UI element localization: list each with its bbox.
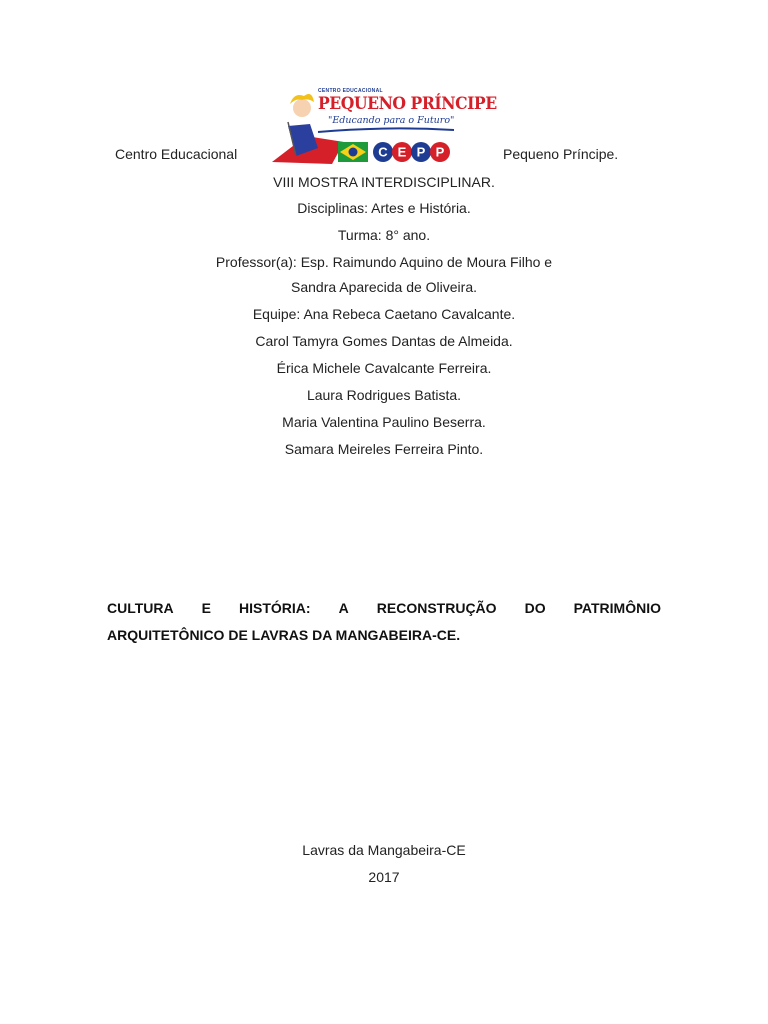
team-member: Érica Michele Cavalcante Ferreira. (276, 360, 492, 376)
team-member: Laura Rodrigues Batista. (306, 387, 462, 403)
footer-city: Lavras da Mangabeira-CE (302, 842, 466, 858)
logo-slogan: "Educando para o Futuro" (328, 115, 455, 126)
class-line: Turma: 8° ano. (337, 227, 431, 243)
title-word: RECONSTRUÇÃO (376, 600, 497, 616)
event-name: VIII MOSTRA INTERDISCIPLINAR. (273, 174, 495, 190)
professor-line: Professor(a): Esp. Raimundo Aquino de Moura Filho e (215, 254, 553, 270)
professor-line-2: Sandra Aparecida de Oliveira. (291, 279, 477, 295)
team-member: Samara Meireles Ferreira Pinto. (284, 441, 484, 457)
logo-title: PEQUENO PRÍNCIPE (318, 94, 497, 114)
title-word: E (201, 600, 211, 616)
disciplines-line: Disciplinas: Artes e História. (297, 200, 471, 216)
team-member: Maria Valentina Paulino Beserra. (282, 414, 486, 430)
cepp-badge (372, 140, 452, 164)
title-word: CULTURA (107, 600, 174, 616)
swoosh-shape (318, 128, 454, 132)
team-member: Carol Tamyra Gomes Dantas de Almeida. (255, 333, 513, 349)
school-logo (266, 86, 497, 168)
document-title-line-1 (107, 600, 661, 616)
title-word: PATRIMÔNIO (573, 600, 661, 616)
team-line: Equipe: Ana Rebeca Caetano Cavalcante. (252, 306, 516, 322)
title-word: HISTÓRIA: (239, 600, 311, 616)
title-word: DO (524, 600, 546, 616)
header-left-text: Centro Educacional (115, 146, 238, 162)
footer-year: 2017 (368, 869, 400, 885)
logo-top-text: CENTRO EDUCACIONAL (318, 88, 383, 94)
title-word: A (338, 600, 349, 616)
badge-letter: P (435, 144, 445, 160)
flag-globe (349, 148, 358, 157)
badge-letter: C (378, 144, 388, 160)
badge-letter: E (397, 144, 407, 160)
badge-letter: P (416, 144, 426, 160)
document-title-line-2: ARQUITETÔNICO DE LAVRAS DA MANGABEIRA-CE. (107, 627, 461, 643)
face-shape (293, 99, 311, 117)
header-right-text: Pequeno Príncipe. (503, 146, 619, 162)
header-row (0, 84, 768, 168)
